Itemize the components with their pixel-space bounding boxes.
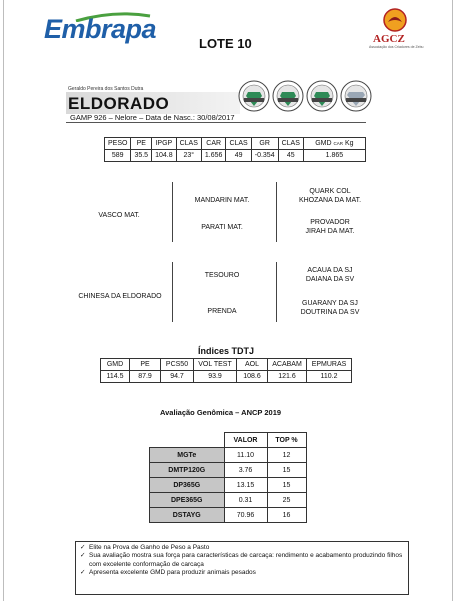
note-text: Elite na Prova de Ganho de Peso a Pasto <box>89 544 210 551</box>
performance-header-cell: GR <box>251 138 278 150</box>
genomic-top-cell: 12 <box>267 448 306 463</box>
tdtj-header-cell: PCS50 <box>161 359 194 371</box>
notes-box <box>75 541 409 595</box>
genomic-label-cell: DP365G <box>150 478 225 493</box>
performance-value-cell: 1.656 <box>201 150 226 162</box>
genomic-label-cell: DSTAYG <box>150 508 225 523</box>
tdtj-value-cell: 110.2 <box>307 371 352 383</box>
tdtj-value-cell: 121.6 <box>268 371 307 383</box>
genomic-table <box>149 432 307 523</box>
genomic-label-cell: DPE365G <box>150 493 225 508</box>
badge-emerald-1-icon <box>239 81 269 111</box>
performance-value-cell: 35.5 <box>131 150 152 162</box>
performance-value-cell: 49 <box>226 150 251 162</box>
check-icon: ✓ <box>80 568 86 576</box>
tdtj-header-cell: EPMURAS <box>307 359 352 371</box>
genomic-valor-cell: 70.96 <box>224 508 267 523</box>
pedigree-sss-2: KHOZANA DA MAT. <box>298 197 362 204</box>
performance-value-cell: 589 <box>105 150 131 162</box>
gmd-label: GMD <box>315 140 332 147</box>
pedigree-dss-2: DAIANA DA SV <box>305 276 355 283</box>
genomic-header-cell: VALOR <box>224 433 267 448</box>
agcz-emblem-icon <box>382 8 408 32</box>
header-divider <box>66 122 366 123</box>
pedigree-sds-2: JIRAH DA MAT. <box>305 228 355 235</box>
genomic-header-row <box>150 433 307 448</box>
frame-right-border <box>452 0 453 601</box>
performance-table <box>104 137 366 162</box>
animal-name: ELDORADO <box>68 94 170 113</box>
lote-title: LOTE 10 <box>199 36 252 51</box>
pedigree-sire-sire: MANDARIN MAT. <box>194 197 250 204</box>
performance-value-cell: -0.354 <box>251 150 278 162</box>
pedigree-dds-2: DOUTRINA DA SV <box>300 309 360 316</box>
genomic-valor-cell: 3.76 <box>224 463 267 478</box>
note-item <box>80 552 404 569</box>
badge-emerald-3-icon <box>307 81 337 111</box>
performance-header-cell: PESO <box>105 138 131 150</box>
performance-value-cell: 45 <box>278 150 303 162</box>
genomic-valor-cell: 13.15 <box>224 478 267 493</box>
performance-header-cell: CAR <box>201 138 226 150</box>
badge-emerald-2-icon <box>273 81 303 111</box>
performance-value-row <box>105 150 366 162</box>
animal-info: GAMP 926 – Nelore – Data de Nasc.: 30/08/2017 <box>70 113 235 122</box>
tdtj-header-cell: GMD <box>101 359 130 371</box>
check-icon: ✓ <box>80 552 86 560</box>
pedigree-sire-dam: PARATI MAT. <box>201 224 243 231</box>
genomic-top-cell: 15 <box>267 463 306 478</box>
embrapa-logo: Embrapa <box>44 14 157 44</box>
pedigree-line <box>172 262 173 322</box>
tdtj-table <box>100 358 352 383</box>
tdtj-value-cell: 87.9 <box>130 371 161 383</box>
frame-left-border <box>3 0 4 601</box>
performance-header-cell: CLAS <box>278 138 303 150</box>
tdtj-header-row <box>101 359 352 371</box>
gmd-unit: Kg <box>343 140 354 147</box>
pedigree-dam-dam: PRENDA <box>207 308 237 315</box>
gmd-car-header <box>303 138 365 150</box>
performance-header-row <box>105 138 366 150</box>
genomic-row <box>150 463 307 478</box>
tdtj-header-cell: AOL <box>237 359 268 371</box>
genomic-label-cell: DMTP120G <box>150 463 225 478</box>
performance-value-cell: 23° <box>176 150 201 162</box>
performance-header-cell: IPGP <box>152 138 177 150</box>
badge-diamond-icon <box>341 81 371 111</box>
pedigree-dam-sire: TESOURO <box>204 272 240 279</box>
check-icon: ✓ <box>80 544 86 551</box>
pedigree-sire: VASCO MAT. <box>98 212 140 219</box>
genomic-valor-cell: 0.31 <box>224 493 267 508</box>
genomic-row <box>150 448 307 463</box>
gmd-car-sub: CAR <box>333 141 344 146</box>
award-badges <box>236 77 376 115</box>
tdtj-value-row <box>101 371 352 383</box>
genomic-top-cell: 15 <box>267 478 306 493</box>
note-text: Sua avaliação mostra sua força para características de carcaça: rendimento e acabamento produzindo filhos com excelente conformação de carcaça <box>89 552 403 568</box>
genomic-blank-cell <box>150 433 225 448</box>
pedigree-line <box>276 262 277 322</box>
note-item <box>80 569 404 577</box>
genomic-label-cell: MGTe <box>150 448 225 463</box>
tdtj-value-cell: 114.5 <box>101 371 130 383</box>
tdtj-value-cell: 108.6 <box>237 371 268 383</box>
note-item <box>80 544 404 552</box>
pedigree-sss-1: QUARK COL <box>309 188 351 195</box>
genomic-title: Avaliação Genômica – ANCP 2019 <box>160 408 282 417</box>
tdtj-title: Índices TDTJ <box>198 346 255 356</box>
tdtj-header-cell: PE <box>130 359 161 371</box>
performance-value-cell: 1.865 <box>303 150 365 162</box>
genomic-row <box>150 493 307 508</box>
performance-value-cell: 104.8 <box>152 150 177 162</box>
genomic-row <box>150 508 307 523</box>
genomic-top-cell: 16 <box>267 508 306 523</box>
pedigree-line <box>276 182 277 242</box>
note-text: Apresenta excelente GMD para produzir animais pesados <box>89 568 256 576</box>
genomic-row <box>150 478 307 493</box>
pedigree-dam: CHINESA DA ELDORADO <box>78 293 162 300</box>
pedigree-line <box>172 182 173 242</box>
agcz-logo: AGCZ <box>373 33 405 45</box>
agcz-subtitle: Associação dos Criadores de Zebu <box>369 45 424 49</box>
tdtj-header-cell: VOL TEST <box>194 359 237 371</box>
tdtj-header-cell: ACABAM <box>268 359 307 371</box>
performance-header-cell: CLAS <box>226 138 251 150</box>
performance-header-cell: PE <box>131 138 152 150</box>
genomic-top-cell: 25 <box>267 493 306 508</box>
pedigree-dss-1: ACAUA DA SJ <box>307 267 353 274</box>
pedigree-dds-1: GUARANY DA SJ <box>302 300 358 307</box>
performance-header-cell: CLAS <box>176 138 201 150</box>
genomic-valor-cell: 11.10 <box>224 448 267 463</box>
owner-name: Geraldo Pereira dos Santos Dutra <box>68 86 144 92</box>
pedigree-sds-1: PROVADOR <box>310 219 350 226</box>
tdtj-value-cell: 93.9 <box>194 371 237 383</box>
genomic-header-cell: TOP % <box>267 433 306 448</box>
tdtj-value-cell: 94.7 <box>161 371 194 383</box>
